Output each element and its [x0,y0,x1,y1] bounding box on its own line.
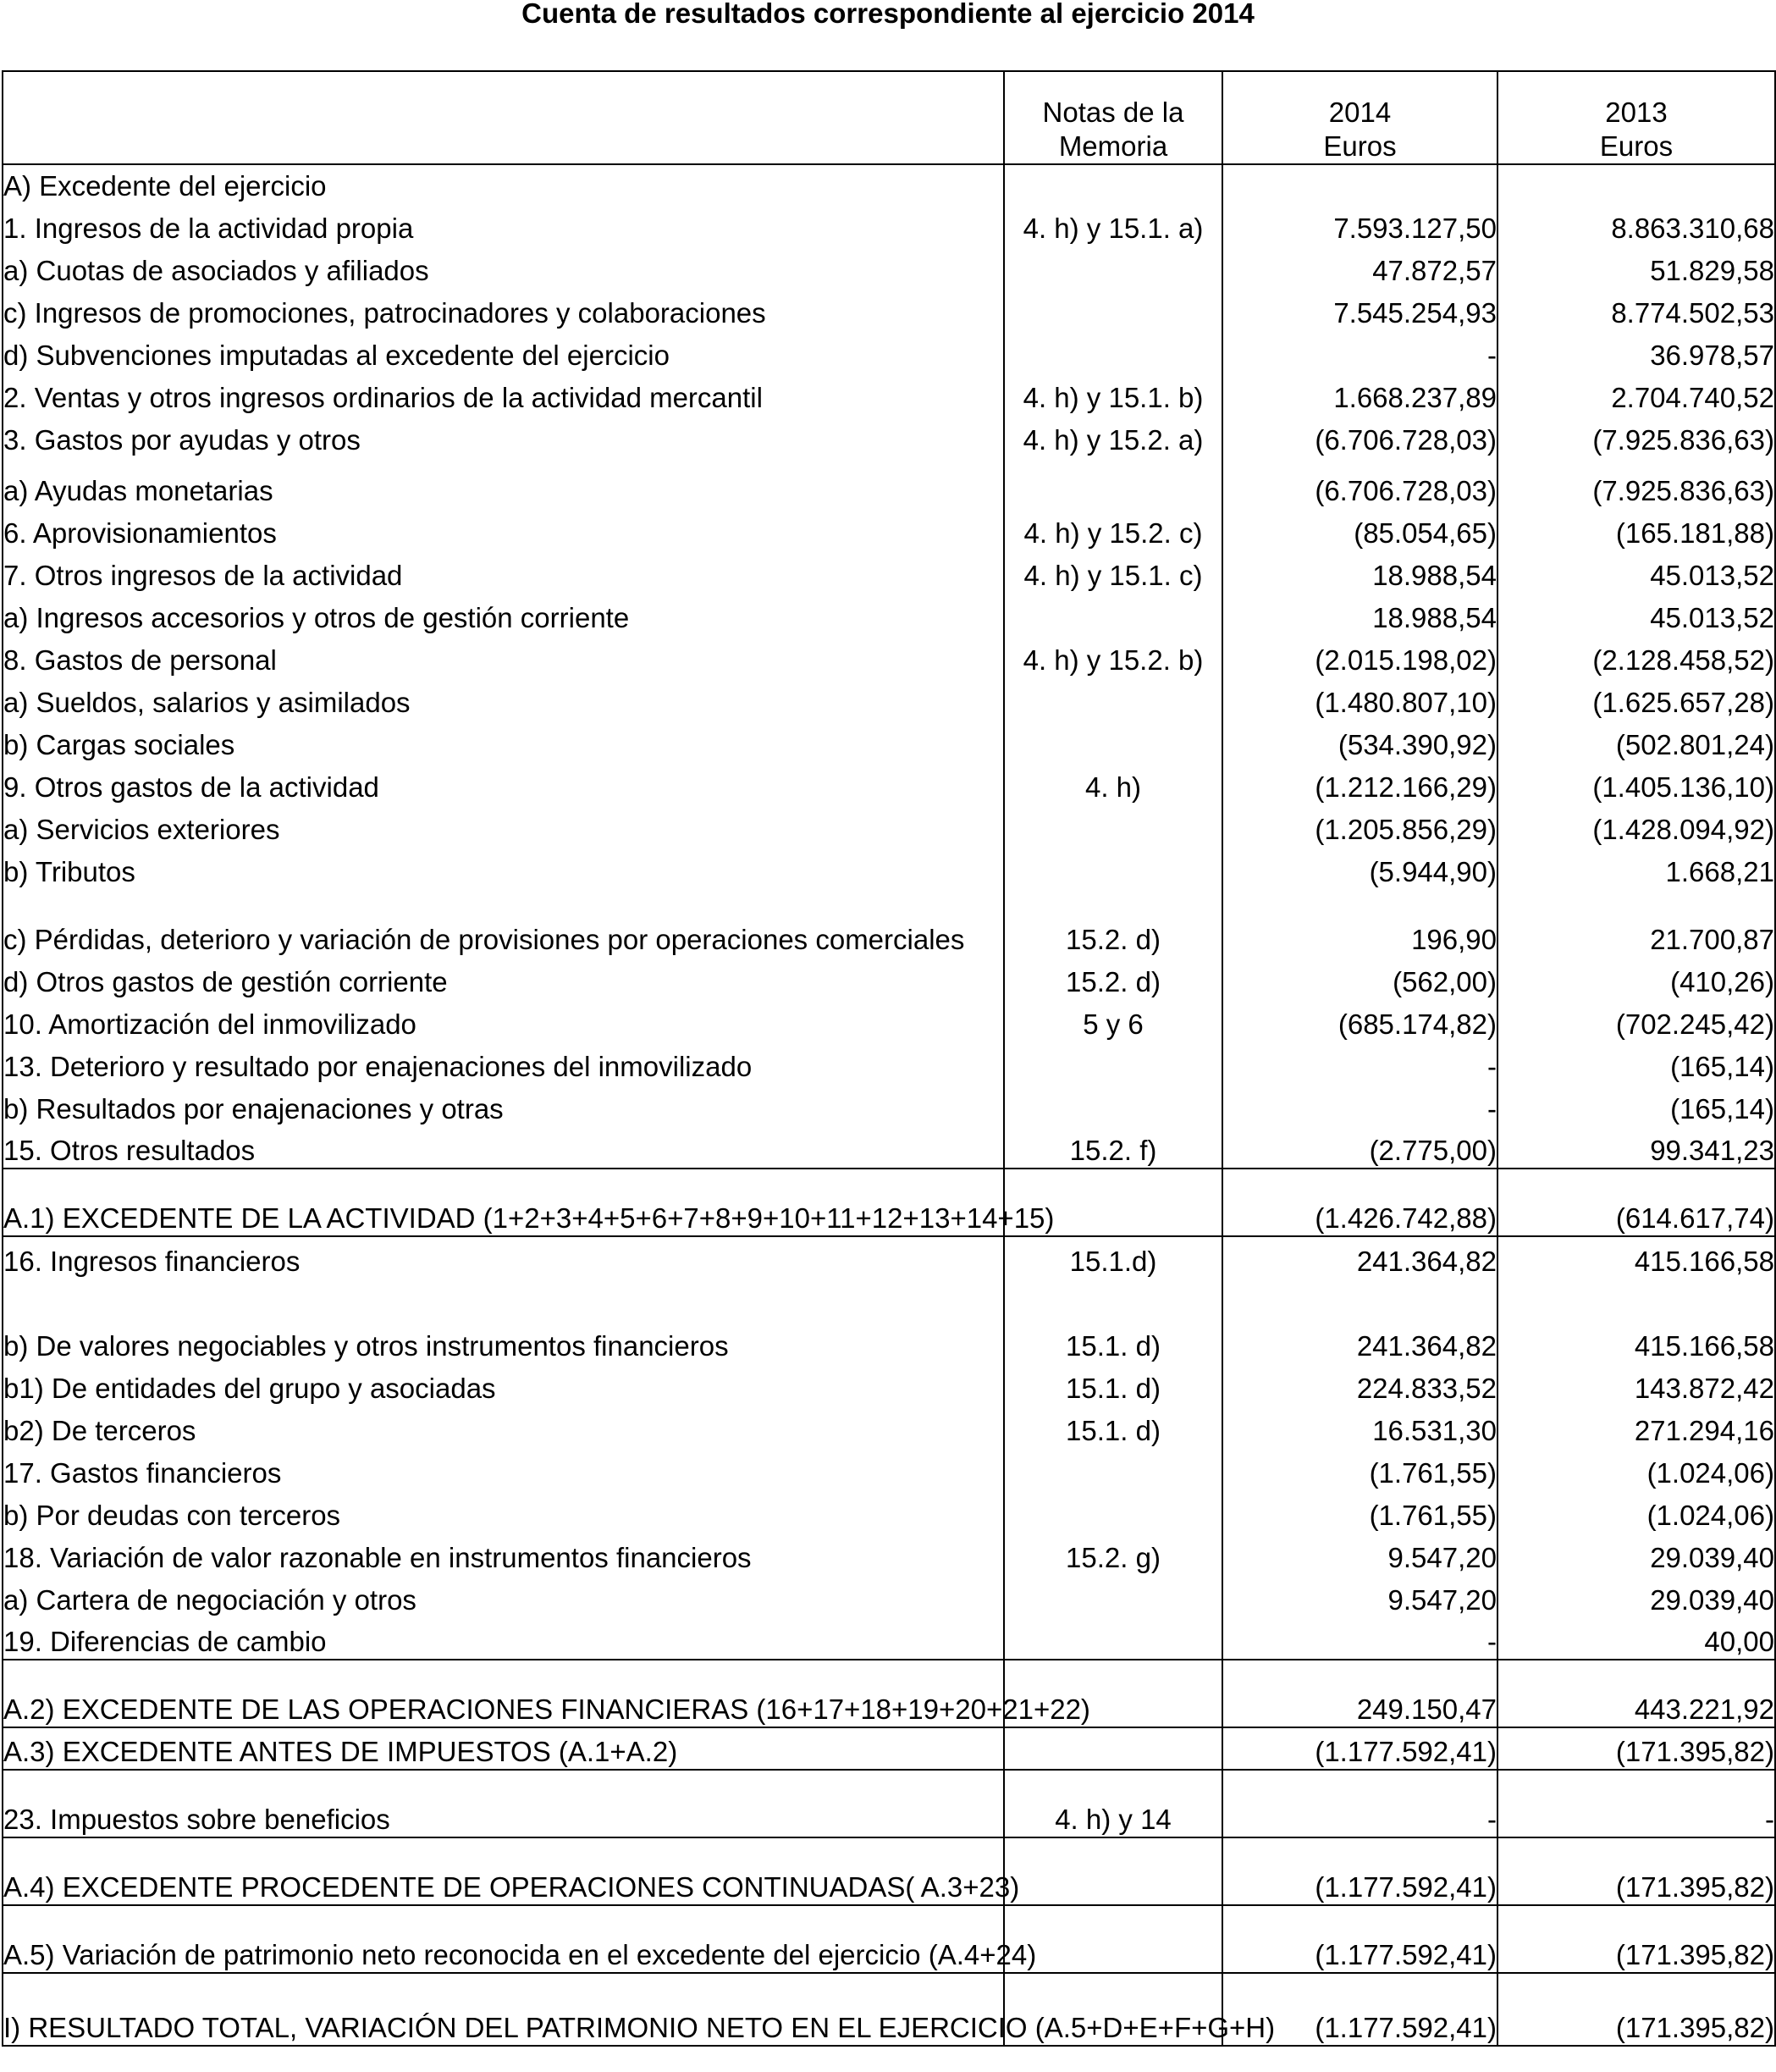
amount-2013-cell: 415.166,58 [1497,1236,1775,1279]
amount-2014-cell: 9.547,20 [1222,1575,1497,1617]
table-row [3,1321,1775,1363]
concept-cell: a) Servicios exteriores [3,804,1004,847]
notes-cell: 4. h) y 15.2. a) [1004,415,1222,457]
concept-cell: 15. Otros resultados [3,1126,1004,1169]
table-row [3,635,1775,677]
amount-2014-cell: 16.531,30 [1222,1406,1497,1448]
notes-cell [1004,1042,1222,1084]
amount-2014-cell: (1.177.592,41) [1222,1837,1497,1905]
table-row [3,373,1775,415]
concept-cell: b) Tributos [3,847,1004,889]
header-2014-line1: 2014 [1328,97,1392,128]
amount-2014-cell: (6.706.728,03) [1222,457,1497,508]
amount-2013-cell: (702.245,42) [1497,999,1775,1042]
amount-2013-cell: 1.668,21 [1497,847,1775,889]
amount-2014-cell: - [1222,1084,1497,1126]
amount-2014-cell: - [1222,1770,1497,1837]
amount-2013-cell: (502.801,24) [1497,720,1775,762]
concept-cell: A.1) EXCEDENTE DE LA ACTIVIDAD (1+2+3+4+5+6+7+8+9+10+11+12+13+14+15) [3,1169,1004,1236]
amount-2013-cell: (171.395,82) [1497,1727,1775,1770]
concept-cell: b) Cargas sociales [3,720,1004,762]
header-2013-line1: 2013 [1605,97,1668,128]
header-notes-line2: Memoria [1058,130,1168,162]
concept-cell: b1) De entidades del grupo y asociadas [3,1363,1004,1406]
concept-cell: a) Sueldos, salarios y asimilados [3,677,1004,720]
notes-cell [1004,1727,1222,1770]
amount-2013-cell: 40,00 [1497,1617,1775,1660]
notes-cell [1004,246,1222,288]
amount-2014-cell: (2.015.198,02) [1222,635,1497,677]
concept-cell: b2) De terceros [3,1406,1004,1448]
amount-2013-cell: 2.704.740,52 [1497,373,1775,415]
concept-cell: A.2) EXCEDENTE DE LAS OPERACIONES FINANCIERAS (16+17+18+19+20+21+22) [3,1660,1004,1727]
amount-2014-cell: (85.054,65) [1222,508,1497,550]
amount-2013-cell [1497,1279,1775,1321]
notes-cell: 15.2. d) [1004,889,1222,957]
amount-2013-cell: (1.625.657,28) [1497,677,1775,720]
amount-2014-cell: 18.988,54 [1222,593,1497,635]
table-row [3,1042,1775,1084]
concept-cell: 17. Gastos financieros [3,1448,1004,1490]
income-statement-table [2,70,1776,2047]
notes-cell: 15.1. d) [1004,1363,1222,1406]
table-row [3,1448,1775,1490]
table-row [3,288,1775,330]
notes-cell [1004,720,1222,762]
amount-2013-cell: (7.925.836,63) [1497,415,1775,457]
table-row [3,1575,1775,1617]
table-row [3,1533,1775,1575]
table-row [3,246,1775,288]
amount-2013-cell: (165.181,88) [1497,508,1775,550]
amount-2014-cell: 7.545.254,93 [1222,288,1497,330]
notes-cell: 15.1. d) [1004,1321,1222,1363]
amount-2014-cell: 196,90 [1222,889,1497,957]
amount-2013-cell: (2.128.458,52) [1497,635,1775,677]
amount-2014-cell: - [1222,1042,1497,1084]
amount-2013-cell: (171.395,82) [1497,1973,1775,2046]
amount-2014-cell: - [1222,330,1497,373]
notes-cell: 4. h) y 15.2. c) [1004,508,1222,550]
table-row [3,677,1775,720]
amount-2014-cell: (534.390,92) [1222,720,1497,762]
amount-2014-cell: (1.761,55) [1222,1490,1497,1533]
table-row [3,1617,1775,1660]
amount-2013-cell: 45.013,52 [1497,593,1775,635]
amount-2013-cell: 29.039,40 [1497,1575,1775,1617]
amount-2013-cell: (171.395,82) [1497,1837,1775,1905]
concept-cell: d) Subvenciones imputadas al excedente del ejercicio [3,330,1004,373]
table-row [3,330,1775,373]
amount-2014-cell: 241.364,82 [1222,1321,1497,1363]
notes-cell: 15.1.d) [1004,1236,1222,1279]
amount-2013-cell: 415.166,58 [1497,1321,1775,1363]
header-2013-line2: Euros [1599,130,1674,162]
table-row [3,1973,1775,2046]
header-notes [1004,71,1222,164]
table-row [3,1905,1775,1973]
amount-2014-cell: (6.706.728,03) [1222,415,1497,457]
notes-cell [1004,1279,1222,1321]
concept-cell: 8. Gastos de personal [3,635,1004,677]
amount-2013-cell: (1.024,06) [1497,1490,1775,1533]
concept-cell: 23. Impuestos sobre beneficios [3,1770,1004,1837]
table-row [3,550,1775,593]
table-row [3,1727,1775,1770]
amount-2014-cell [1222,1279,1497,1321]
table-row [3,720,1775,762]
table-row [3,957,1775,999]
amount-2014-cell: (1.205.856,29) [1222,804,1497,847]
notes-cell [1004,330,1222,373]
amount-2014-cell: 18.988,54 [1222,550,1497,593]
table-row [3,508,1775,550]
amount-2014-cell: (562,00) [1222,957,1497,999]
notes-cell [1004,847,1222,889]
concept-cell: A.3) EXCEDENTE ANTES DE IMPUESTOS (A.1+A.2) [3,1727,1004,1770]
concept-cell: c) Pérdidas, deterioro y variación de provisiones por operaciones comerciales [3,889,1004,957]
amount-2014-cell: (1.761,55) [1222,1448,1497,1490]
table-row [3,762,1775,804]
amount-2014-cell: (1.177.592,41) [1222,1727,1497,1770]
concept-cell: 18. Variación de valor razonable en instrumentos financieros [3,1533,1004,1575]
header-2014 [1222,71,1497,164]
notes-cell [1004,593,1222,635]
table-row [3,203,1775,246]
notes-cell [1004,1837,1222,1905]
table-row [3,415,1775,457]
table-row [3,457,1775,508]
header-2014-line2: Euros [1323,130,1397,162]
table-row [3,593,1775,635]
table-row [3,1236,1775,1279]
notes-cell [1004,1084,1222,1126]
concept-cell: a) Cuotas de asociados y afiliados [3,246,1004,288]
amount-2013-cell: 45.013,52 [1497,550,1775,593]
notes-cell [1004,677,1222,720]
concept-cell: 6. Aprovisionamientos [3,508,1004,550]
notes-cell: 4. h) [1004,762,1222,804]
concept-cell: I) RESULTADO TOTAL, VARIACIÓN DEL PATRIMONIO NETO EN EL EJERCICIO (A.5+D+E+F+G+H) [3,1973,1004,2046]
table-row [3,847,1775,889]
table-row [3,1363,1775,1406]
table-header-row [3,71,1775,164]
concept-cell: 10. Amortización del inmovilizado [3,999,1004,1042]
amount-2014-cell: 224.833,52 [1222,1363,1497,1406]
notes-cell [1004,457,1222,508]
amount-2014-cell: (1.426.742,88) [1222,1169,1497,1236]
amount-2013-cell: 21.700,87 [1497,889,1775,957]
notes-cell [1004,1905,1222,1973]
amount-2014-cell: (1.177.592,41) [1222,1905,1497,1973]
amount-2013-cell: 143.872,42 [1497,1363,1775,1406]
table-row [3,889,1775,957]
table-row [3,1770,1775,1837]
page-title: Cuenta de resultados correspondiente al ejercicio 2014 [521,0,1255,29]
table-row [3,1126,1775,1169]
amount-2014-cell: (685.174,82) [1222,999,1497,1042]
concept-cell: 2. Ventas y otros ingresos ordinarios de la actividad mercantil [3,373,1004,415]
concept-cell: a) Ingresos accesorios y otros de gestión corriente [3,593,1004,635]
amount-2014-cell: 7.593.127,50 [1222,203,1497,246]
concept-cell: 9. Otros gastos de la actividad [3,762,1004,804]
concept-cell [3,1279,1004,1321]
notes-cell [1004,288,1222,330]
amount-2013-cell: 99.341,23 [1497,1126,1775,1169]
concept-cell: a) Ayudas monetarias [3,457,1004,508]
amount-2013-cell: 29.039,40 [1497,1533,1775,1575]
table-row [3,1490,1775,1533]
amount-2013-cell: (7.925.836,63) [1497,457,1775,508]
concept-cell: A.5) Variación de patrimonio neto reconocida en el excedente del ejercicio (A.4+24) [3,1905,1004,1973]
amount-2014-cell: (1.177.592,41) [1222,1973,1497,2046]
amount-2013-cell: 51.829,58 [1497,246,1775,288]
amount-2014-cell: (1.212.166,29) [1222,762,1497,804]
concept-cell: a) Cartera de negociación y otros [3,1575,1004,1617]
amount-2013-cell: 8.863.310,68 [1497,203,1775,246]
amount-2013-cell: (614.617,74) [1497,1169,1775,1236]
table-row [3,999,1775,1042]
concept-cell: d) Otros gastos de gestión corriente [3,957,1004,999]
notes-cell: 15.1. d) [1004,1406,1222,1448]
notes-cell: 4. h) y 15.1. a) [1004,203,1222,246]
concept-cell: 7. Otros ingresos de la actividad [3,550,1004,593]
table-row [3,804,1775,847]
notes-cell: 15.2. d) [1004,957,1222,999]
concept-cell: 3. Gastos por ayudas y otros [3,415,1004,457]
amount-2013-cell [1497,164,1775,203]
table-row [3,1169,1775,1236]
amount-2014-cell: 1.668.237,89 [1222,373,1497,415]
amount-2014-cell [1222,164,1497,203]
amount-2014-cell: 249.150,47 [1222,1660,1497,1727]
amount-2013-cell: - [1497,1770,1775,1837]
table-row [3,164,1775,203]
amount-2014-cell: (2.775,00) [1222,1126,1497,1169]
notes-cell [1004,164,1222,203]
table-row [3,1279,1775,1321]
notes-cell: 4. h) y 15.2. b) [1004,635,1222,677]
concept-cell: 13. Deterioro y resultado por enajenaciones del inmovilizado [3,1042,1004,1084]
amount-2014-cell: 241.364,82 [1222,1236,1497,1279]
notes-cell: 5 y 6 [1004,999,1222,1042]
concept-cell: A) Excedente del ejercicio [3,164,1004,203]
amount-2013-cell: (165,14) [1497,1042,1775,1084]
amount-2014-cell: 9.547,20 [1222,1533,1497,1575]
amount-2014-cell: - [1222,1617,1497,1660]
concept-cell: c) Ingresos de promociones, patrocinadores y colaboraciones [3,288,1004,330]
amount-2013-cell: (1.428.094,92) [1497,804,1775,847]
amount-2013-cell: (171.395,82) [1497,1905,1775,1973]
concept-cell: b) De valores negociables y otros instrumentos financieros [3,1321,1004,1363]
header-notes-line1: Notas de la [1042,97,1184,128]
table-row [3,1660,1775,1727]
amount-2013-cell: 36.978,57 [1497,330,1775,373]
notes-cell [1004,1490,1222,1533]
notes-cell: 15.2. f) [1004,1126,1222,1169]
header-concept [3,71,1004,164]
notes-cell [1004,1575,1222,1617]
amount-2014-cell: (5.944,90) [1222,847,1497,889]
concept-cell: 1. Ingresos de la actividad propia [3,203,1004,246]
table-body [3,164,1775,2046]
notes-cell [1004,1448,1222,1490]
concept-cell: A.4) EXCEDENTE PROCEDENTE DE OPERACIONES CONTINUADAS( A.3+23) [3,1837,1004,1905]
concept-cell: b) Por deudas con terceros [3,1490,1004,1533]
table-row [3,1406,1775,1448]
notes-cell [1004,804,1222,847]
amount-2014-cell: 47.872,57 [1222,246,1497,288]
amount-2013-cell: (1.405.136,10) [1497,762,1775,804]
amount-2014-cell: (1.480.807,10) [1222,677,1497,720]
notes-cell [1004,1617,1222,1660]
amount-2013-cell: (165,14) [1497,1084,1775,1126]
notes-cell: 4. h) y 14 [1004,1770,1222,1837]
concept-cell: 19. Diferencias de cambio [3,1617,1004,1660]
amount-2013-cell: (410,26) [1497,957,1775,999]
amount-2013-cell: 271.294,16 [1497,1406,1775,1448]
concept-cell: 16. Ingresos financieros [3,1236,1004,1279]
table-row [3,1084,1775,1126]
amount-2013-cell: 8.774.502,53 [1497,288,1775,330]
notes-cell: 15.2. g) [1004,1533,1222,1575]
table-row [3,1837,1775,1905]
header-2013 [1497,71,1775,164]
notes-cell: 4. h) y 15.1. b) [1004,373,1222,415]
amount-2013-cell: 443.221,92 [1497,1660,1775,1727]
amount-2013-cell: (1.024,06) [1497,1448,1775,1490]
notes-cell: 4. h) y 15.1. c) [1004,550,1222,593]
concept-cell: b) Resultados por enajenaciones y otras [3,1084,1004,1126]
